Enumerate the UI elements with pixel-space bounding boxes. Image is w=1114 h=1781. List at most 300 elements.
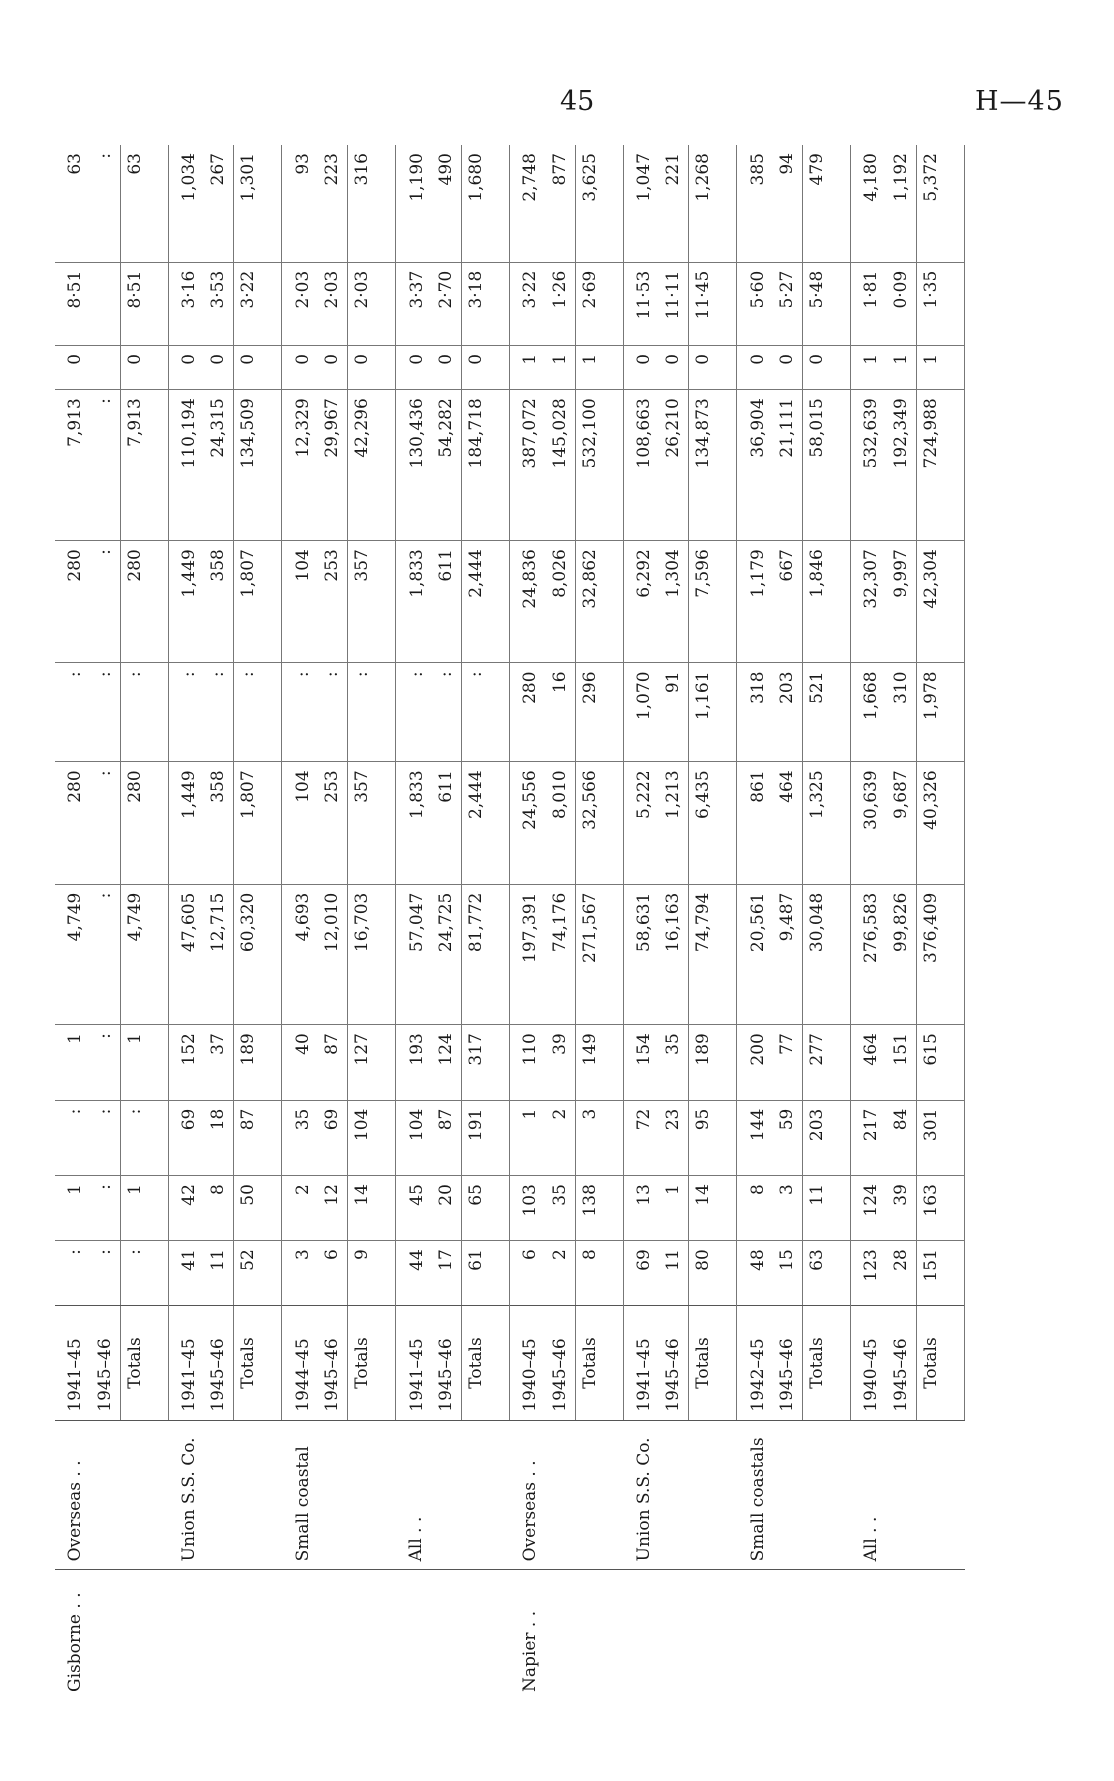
separator-cell [491,1570,510,1700]
separator-cell [491,1176,510,1241]
value-cell: 138 [575,1176,604,1241]
separator-cell [718,345,737,389]
value-cell: 69 [168,1100,204,1175]
value-cell: 1,449 [168,762,204,884]
value-cell: 9 [348,1241,377,1306]
totals-label [234,1306,263,1421]
separator-cell [377,1306,396,1421]
separator-cell [491,390,510,541]
value-cell: 110 [509,1025,545,1100]
separator-cell [718,262,737,345]
value-cell: 32,566 [575,762,604,884]
value-cell: 93 [292,153,313,175]
totals-row [461,145,490,1700]
value-cell: 3·18 [461,262,490,345]
value-cell: 11·11 [659,262,688,345]
class-cell [91,1420,120,1570]
separator-cell [377,1570,396,1700]
separator-cell [605,1306,624,1421]
value-cell: 2·69 [575,262,604,345]
separator-cell [718,1100,737,1175]
value-cell: 0 [318,345,347,389]
class-cell [689,1420,718,1570]
value-cell: 30,048 [803,884,832,1025]
class-cell: Overseas . . [509,1420,545,1570]
class-cell [803,1420,832,1570]
value-cell: 57,047 [396,884,432,1025]
value-cell: 611 [432,762,461,884]
port-cell [91,1570,120,1700]
value-cell: 1,034 [179,153,200,202]
port-cell [887,1570,916,1700]
value-cell: 387,072 [509,390,545,541]
value-cell: : [91,663,120,762]
value-cell: 24,725 [432,884,461,1025]
port-cell [737,1570,773,1700]
separator-cell [946,541,965,663]
separator-cell [263,1420,282,1570]
value-cell: 0 [168,345,204,389]
vessel-class-label: Union S.S. Co. [633,1437,654,1562]
value-cell: 110,194 [168,390,204,541]
separator-cell [377,1420,396,1570]
class-cell: Overseas . . [55,1420,91,1570]
value-cell: 877 [549,153,570,186]
value-cell: 32,862 [575,541,604,663]
class-cell [318,1420,347,1570]
value-cell: 0 [120,345,149,389]
value-cell: 189 [689,1025,718,1100]
period-cell: 1941–45 [55,1306,91,1421]
period-cell: 1940–45 [851,1306,887,1421]
totals-row [575,145,604,1700]
separator-cell [605,1176,624,1241]
separator-cell [832,1176,851,1241]
value-cell: 11·45 [689,262,718,345]
class-cell [575,1420,604,1570]
separator-cell [832,1241,851,1306]
value-cell: 15 [773,1241,802,1306]
totals-label [803,1306,832,1421]
value-cell: 39 [887,1176,916,1241]
separator-cell [377,345,396,389]
value-cell: 65 [461,1176,490,1241]
value-cell: 2 [546,1100,575,1175]
table-row [851,145,887,1700]
value-cell: 1,325 [803,762,832,884]
separator-cell [377,663,396,762]
value-cell: 2 [546,1241,575,1306]
separator-cell [377,1100,396,1175]
port-cell [575,1570,604,1700]
table-row [55,145,91,1700]
totals-label [689,1306,718,1421]
value-cell: 280 [55,762,91,884]
value-cell: 1 [55,1025,91,1100]
value-cell: 9,487 [773,884,802,1025]
value-cell: 3·16 [168,262,204,345]
value-cell: 1,846 [803,541,832,663]
port-cell [432,1570,461,1700]
separator-cell [946,762,965,884]
period-cell: 1945–46 [205,1306,234,1421]
value-cell: 149 [575,1025,604,1100]
port-cell [348,1570,377,1700]
value-cell: 8 [205,1176,234,1241]
value-cell: 4,693 [282,884,318,1025]
separator-cell [377,762,396,884]
value-cell: 104 [282,762,318,884]
value-cell: 253 [318,541,347,663]
separator-cell [605,1100,624,1175]
value-cell: 14 [689,1176,718,1241]
value-cell: 2,444 [461,762,490,884]
value-cell: 124 [851,1176,887,1241]
value-cell: : [461,663,490,762]
separator-cell [832,1570,851,1700]
value-cell: 8 [737,1176,773,1241]
block-separator [832,145,851,1700]
totals-text: Totals [693,1337,714,1389]
value-cell: 276,583 [851,884,887,1025]
class-cell [168,1420,204,1570]
value-cell: 32,307 [851,541,887,663]
value-cell: 0 [461,345,490,389]
value-cell: 7,913 [55,390,91,541]
period-cell: 1945–46 [91,1306,120,1421]
value-cell: 63 [803,1241,832,1306]
separator-cell [263,145,282,262]
value-cell: 861 [737,762,773,884]
value-cell: 1,833 [396,541,432,663]
separator-cell [832,1100,851,1175]
value-cell: 7,596 [689,541,718,663]
separator-cell [263,345,282,389]
value-cell: 280 [55,541,91,663]
separator-cell [150,1241,169,1306]
separator-cell [605,262,624,345]
value-cell: 134,509 [234,390,263,541]
port-cell [916,1570,946,1700]
value-cell: 1·35 [916,262,946,345]
separator-cell [832,145,851,262]
table-body [55,145,965,1700]
value-cell: 376,409 [916,884,946,1025]
totals-label [575,1306,604,1421]
value-cell: 35 [659,1025,688,1100]
vessel-class-label: Union S.S. Co. [178,1437,199,1562]
value-cell: 385 [747,153,768,186]
value-cell [91,345,120,389]
separator-cell [150,262,169,345]
separator-cell [718,1176,737,1241]
value-cell: 81,772 [461,884,490,1025]
value-cell: 358 [205,762,234,884]
value-cell: 16,703 [348,884,377,1025]
value-cell: 1,047 [634,153,655,202]
separator-cell [946,1241,965,1306]
table-row [773,145,802,1700]
value-cell: 1,192 [890,153,911,202]
separator-cell [263,1241,282,1306]
separator-cell [946,663,965,762]
value-cell: 0·09 [887,262,916,345]
value-cell: 0 [623,345,659,389]
value-cell: 0 [396,345,432,389]
value-cell: 357 [348,541,377,663]
port-cell [282,1570,318,1700]
value-cell: 104 [282,541,318,663]
value-cell: 124 [432,1025,461,1100]
separator-cell [150,762,169,884]
value-cell: 200 [737,1025,773,1100]
value-cell: 11 [659,1241,688,1306]
totals-row [689,145,718,1700]
class-cell [432,1420,461,1570]
separator-cell [150,345,169,389]
value-cell: 532,100 [575,390,604,541]
separator-cell [491,884,510,1025]
value-cell: 9,997 [887,541,916,663]
value-cell: 104 [396,1100,432,1175]
separator-cell [832,345,851,389]
port-cell [234,1570,263,1700]
separator-cell [491,663,510,762]
value-cell: 191 [461,1100,490,1175]
value-cell: 2·03 [318,262,347,345]
port-cell [659,1570,688,1700]
block-separator [605,145,624,1700]
value-cell: : [120,663,149,762]
value-cell: 12,010 [318,884,347,1025]
class-cell: All . . [396,1420,432,1570]
value-cell: 12,715 [205,884,234,1025]
value-cell: 490 [435,153,456,186]
separator-cell [718,1306,737,1421]
class-cell: All . . [851,1420,887,1570]
table-row [168,145,204,1700]
value-cell: 1,179 [737,541,773,663]
vessel-class-label: Overseas [65,1482,86,1562]
value-cell: 301 [916,1100,946,1175]
vessel-class-label: All [861,1538,882,1562]
value-cell: 0 [803,345,832,389]
value-cell: 1 [575,345,604,389]
value-cell: 1 [120,1025,149,1100]
separator-cell [377,390,396,541]
port-cell [461,1570,490,1700]
value-cell: 267 [208,153,229,186]
value-cell: 35 [546,1176,575,1241]
value-cell: 2·70 [432,262,461,345]
separator-cell [150,1306,169,1421]
value-cell: 280 [120,762,149,884]
separator-cell [946,1570,965,1700]
value-cell: 2·03 [348,262,377,345]
separator-cell [946,390,965,541]
vessel-class-label: Small coastals [747,1437,768,1562]
value-cell: 217 [851,1100,887,1175]
value-cell: 23 [659,1100,688,1175]
value-cell: : [91,762,120,884]
vessel-class-label: Overseas [520,1482,541,1562]
value-cell: 77 [773,1025,802,1100]
class-cell [546,1420,575,1570]
separator-cell [605,663,624,762]
separator-cell [377,884,396,1025]
statistics-table-container [55,145,965,1700]
separator-cell [605,1570,624,1700]
value-cell: 91 [659,663,688,762]
value-cell: 1,301 [234,145,263,262]
value-cell: 60,320 [234,884,263,1025]
value-cell: 63 [65,153,86,175]
period-cell: 1945–46 [773,1306,802,1421]
value-cell: 1,304 [659,541,688,663]
totals-text: Totals [807,1337,828,1389]
value-cell: 0 [689,345,718,389]
value-cell: : [318,663,347,762]
table-row [546,145,575,1700]
value-cell: 521 [803,663,832,762]
separator-cell [718,1025,737,1100]
value-cell: 52 [234,1241,263,1306]
value-cell: 87 [318,1025,347,1100]
block-separator [946,145,965,1700]
value-cell: 50 [234,1176,263,1241]
separator-cell [718,1420,737,1570]
value-cell: 11 [205,1241,234,1306]
value-cell: 1,213 [659,762,688,884]
value-cell: 42,304 [916,541,946,663]
period-cell: 1941–45 [396,1306,432,1421]
value-cell: 1,190 [406,153,427,202]
table-row [623,145,659,1700]
value-cell: 94 [777,153,798,175]
value-cell: 0 [205,345,234,389]
separator-cell [263,1570,282,1700]
separator-cell [377,145,396,262]
value-cell: 1,680 [461,145,490,262]
value-cell: 8·51 [55,262,91,345]
value-cell: 3·37 [396,262,432,345]
totals-label [348,1306,377,1421]
value-cell: 95 [689,1100,718,1175]
value-cell: 464 [773,762,802,884]
value-cell: 1 [851,345,887,389]
separator-cell [150,884,169,1025]
separator-cell [150,1420,169,1570]
totals-label [916,1306,946,1421]
port-cell [205,1570,234,1700]
class-cell [234,1420,263,1570]
value-cell: 69 [318,1100,347,1175]
period-cell: 1944–45 [282,1306,318,1421]
value-cell: 316 [348,145,377,262]
separator-cell [491,145,510,262]
separator-cell [150,1025,169,1100]
separator-cell [946,345,965,389]
value-cell: : [94,153,115,159]
value-cell: 5,222 [623,762,659,884]
separator-cell [491,541,510,663]
separator-cell [605,762,624,884]
period-cell: 1941–45 [168,1306,204,1421]
value-cell: : [55,663,91,762]
table-row [659,145,688,1700]
value-cell: : [91,1100,120,1175]
table-row [396,145,432,1700]
separator-cell [946,1420,965,1570]
value-cell [91,262,120,345]
value-cell: 0 [282,345,318,389]
separator-cell [605,145,624,262]
period-cell: 1945–46 [432,1306,461,1421]
table-row [432,145,461,1700]
value-cell: 253 [318,762,347,884]
separator-cell [150,1176,169,1241]
value-cell: 1,668 [851,663,887,762]
value-cell: 0 [348,345,377,389]
value-cell: 3 [773,1176,802,1241]
class-cell [773,1420,802,1570]
separator-cell [832,1420,851,1570]
document-reference: H—45 [975,86,1064,117]
separator-cell [263,541,282,663]
value-cell: 58,015 [803,390,832,541]
value-cell: 87 [432,1100,461,1175]
separator-cell [832,663,851,762]
value-cell: 9,687 [887,762,916,884]
value-cell: : [396,663,432,762]
value-cell: 0 [773,345,802,389]
port-cell [689,1570,718,1700]
value-cell: 144 [737,1100,773,1175]
separator-cell [718,1241,737,1306]
value-cell: 104 [348,1100,377,1175]
separator-cell [263,762,282,884]
value-cell: 11 [803,1176,832,1241]
separator-cell [491,762,510,884]
period-cell: 1945–46 [659,1306,688,1421]
separator-cell [491,1100,510,1175]
value-cell: 1,449 [168,541,204,663]
value-cell: 0 [659,345,688,389]
port-cell: Napier . . [509,1570,545,1700]
class-cell [205,1420,234,1570]
value-cell: 4,180 [861,153,882,202]
value-cell: 2 [282,1176,318,1241]
separator-cell [832,262,851,345]
value-cell: 358 [205,541,234,663]
value-cell: 35 [282,1100,318,1175]
value-cell: 1 [120,1176,149,1241]
value-cell: 3·22 [509,262,545,345]
period-cell: 1945–46 [546,1306,575,1421]
value-cell: 87 [234,1100,263,1175]
shipping-statistics-table [55,145,965,1700]
value-cell: 4,749 [120,884,149,1025]
class-cell [348,1420,377,1570]
value-cell: 20,561 [737,884,773,1025]
separator-cell [946,1025,965,1100]
value-cell: 163 [916,1176,946,1241]
value-cell: 280 [509,663,545,762]
value-cell: 99,826 [887,884,916,1025]
value-cell: 203 [773,663,802,762]
port-name: Napier [520,1632,541,1692]
value-cell: 80 [689,1241,718,1306]
